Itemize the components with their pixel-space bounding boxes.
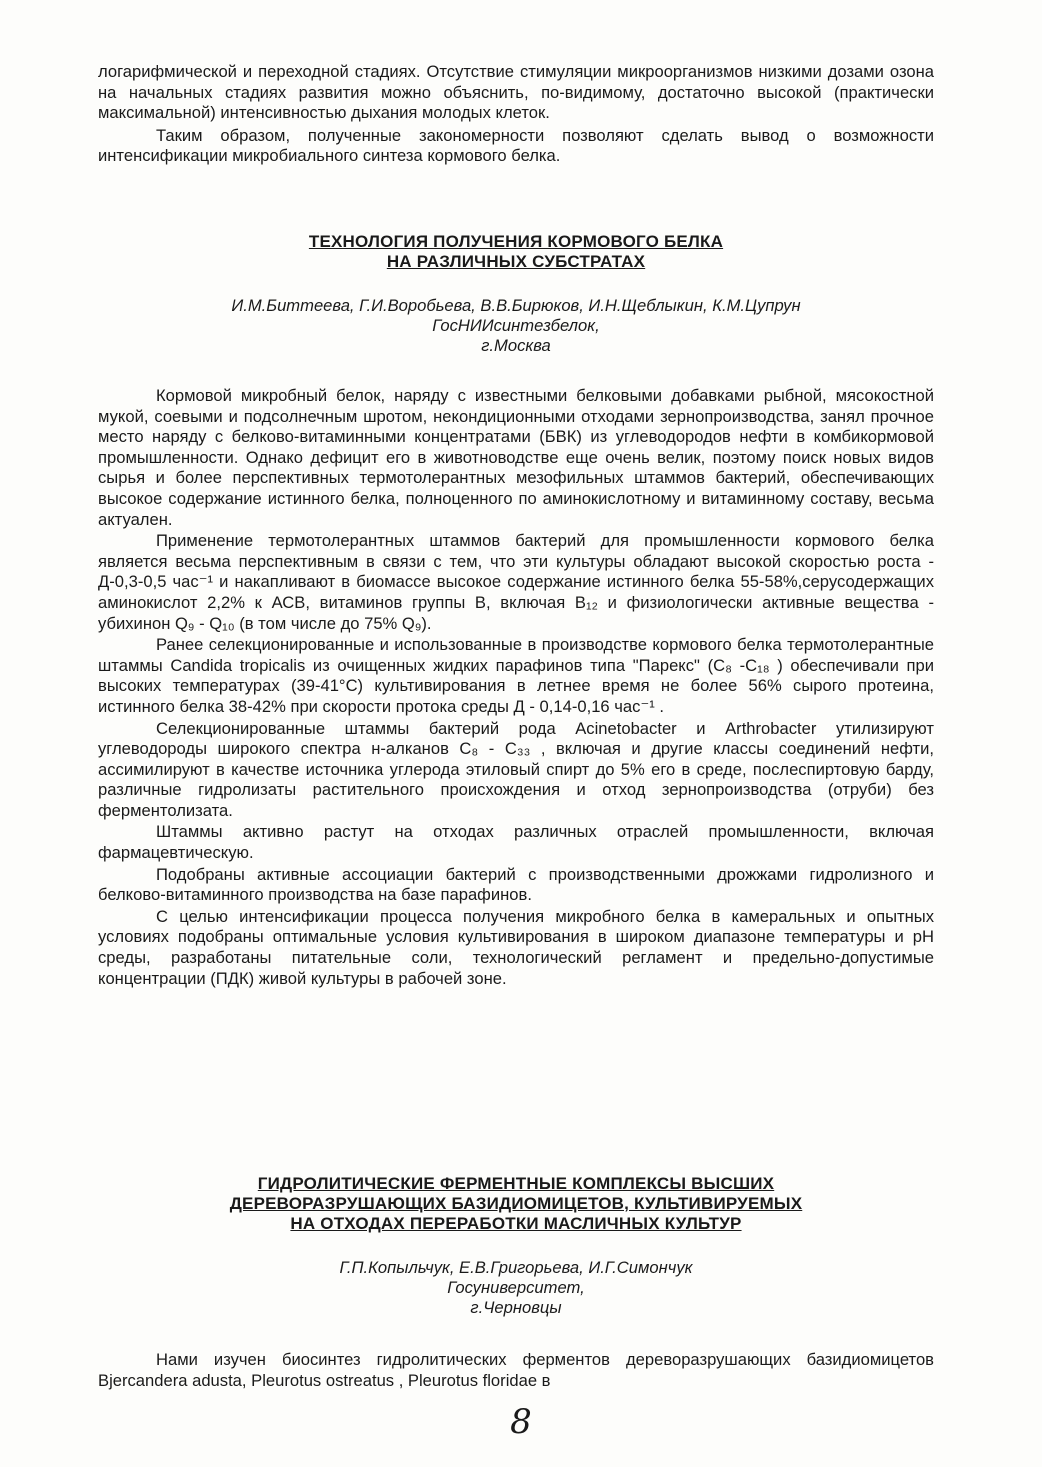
article-2-title: НА ОТХОДАХ ПЕРЕРАБОТКИ МАСЛИЧНЫХ КУЛЬТУР xyxy=(290,1214,742,1233)
article-1-title: ТЕХНОЛОГИЯ ПОЛУЧЕНИЯ КОРМОВОГО БЕЛКА xyxy=(308,232,724,251)
article-1-paragraph: Подобраны активные ассоциации бактерий с производственными дрожжами гидролизного и белково-витаминного производства на базе парафинов. xyxy=(98,864,934,905)
article-1-paragraph: Применение термотолерантных штаммов бактерий для промышленности кормового белка является весьма перспективным в связи с тем, что эти культуры обладают высокой скоростью роста - Д-0,3-0,5 час⁻¹ и накапливают в биомассе высокое содержание истинного белка 55-58%,серусодержащих аминокислот 2,2% к АСВ, витаминов группы В, включая B₁₂ и физиологически активные вещества - убихинон Q₉ - Q₁₀ (в том числе до 75% Q₉). xyxy=(98,531,934,633)
article-2-organization: Госуниверситет, xyxy=(447,1278,585,1297)
intro-paragraph: логарифмической и переходной стадиях. Отсутствие стимуляции микроорганизмов низкими дозами озона на начальных стадиях развития можно объяснить, по-видимому, достаточно высокой (практически максимальной) интенсивностью дыхания молодых клеток. xyxy=(98,62,934,123)
intro-section xyxy=(98,62,934,167)
intro-paragraph: Таким образом, полученные закономерности позволяют сделать вывод о возможности интенсификации микробиального синтеза кормового белка. xyxy=(98,125,934,166)
article-1-paragraph: Штаммы активно растут на отходах различных отраслей промышленности, включая фармацевтическую. xyxy=(98,822,934,863)
article-1-body xyxy=(98,386,934,989)
article-2-header xyxy=(98,1174,934,1318)
article-2-city: г.Черновцы xyxy=(470,1298,562,1317)
article-1-header xyxy=(98,232,934,356)
article-1-authors: И.М.Биттеева, Г.И.Воробьева, В.В.Бирюков, И.Н.Щеблыкин, К.М.Цупрун xyxy=(231,296,801,315)
article-1-paragraph: С целью интенсификации процесса получения микробного белка в камеральных и опытных условиях подобраны оптимальные условия культивирования в широком диапазоне температуры и pH среды, разработаны питательные соли, технологический регламент и предельно-допустимые концентрации (ПДК) живой культуры в рабочей зоне. xyxy=(98,906,934,988)
article-1-paragraph: Селекционированные штаммы бактерий рода Acinetobacter и Arthrobacter утилизируют углеводороды широкого спектра н-алканов C₈ - C₃₃ , включая и другие классы соединений нефти, ассимилируют в качестве источника углерода этиловый спирт до 5% его в среде, послеспиртовую барду, различные гидролизаты растительного происхождения и отход зернопроизводства (отруби) без ферментолизата. xyxy=(98,718,934,820)
article-1-organization: ГосНИИсинтезбелок, xyxy=(432,316,600,335)
article-2-body xyxy=(98,1350,934,1391)
article-2-authors: Г.П.Копыльчук, Е.В.Григорьева, И.Г.Симончук xyxy=(339,1258,693,1277)
article-1-paragraph: Ранее селекционированные и использованные в производстве кормового белка термотолерантные штаммы Candida tropicalis из очищенных жидких парафинов типа "Парекс" (C₈ -C₁₈ ) обеспечивали при высоких температурах (39-41°C) культивирования в летнее время не более 56% сырого протеина, истинного белка 38-42% при скорости протока среды Д - 0,14-0,16 час⁻¹ . xyxy=(98,635,934,716)
article-1-paragraph: Кормовой микробный белок, наряду с известными белковыми добавками рыбной, мясокостной мукой, соевыми и подсолнечным шротом, некондиционными отходами зернопроизводства, занял прочное место наряду с белково-витаминными концентратами (БВК) из углеводородов нефти в комбикормовой промышленности. Однако дефицит его в животноводстве еще очень велик, поэтому поиск новых видов сырья и более перспективных термотолерантных мезофильных штаммов бактерий, обеспечивающих высокое содержание истинного белка, полноценного по аминокислотному и витаминному составу, весьма актуален. xyxy=(98,386,934,529)
article-2-title: ДЕРЕВОРАЗРУШАЮЩИХ БАЗИДИОМИЦЕТОВ, КУЛЬТИВИРУЕМЫХ xyxy=(229,1194,803,1213)
article-1-city: г.Москва xyxy=(481,336,551,355)
article-1-title: НА РАЗЛИЧНЫХ СУБСТРАТАХ xyxy=(386,252,646,271)
page-number: 8 xyxy=(510,1402,532,1442)
article-2-paragraph: Нами изучен биосинтез гидролитических ферментов дереворазрушающих базидиомицетов Bjercandera adusta, Pleurotus ostreatus , Pleurotus floridae в xyxy=(98,1350,934,1390)
article-2-title: ГИДРОЛИТИЧЕСКИЕ ФЕРМЕНТНЫЕ КОМПЛЕКСЫ ВЫСШИХ xyxy=(257,1174,775,1193)
